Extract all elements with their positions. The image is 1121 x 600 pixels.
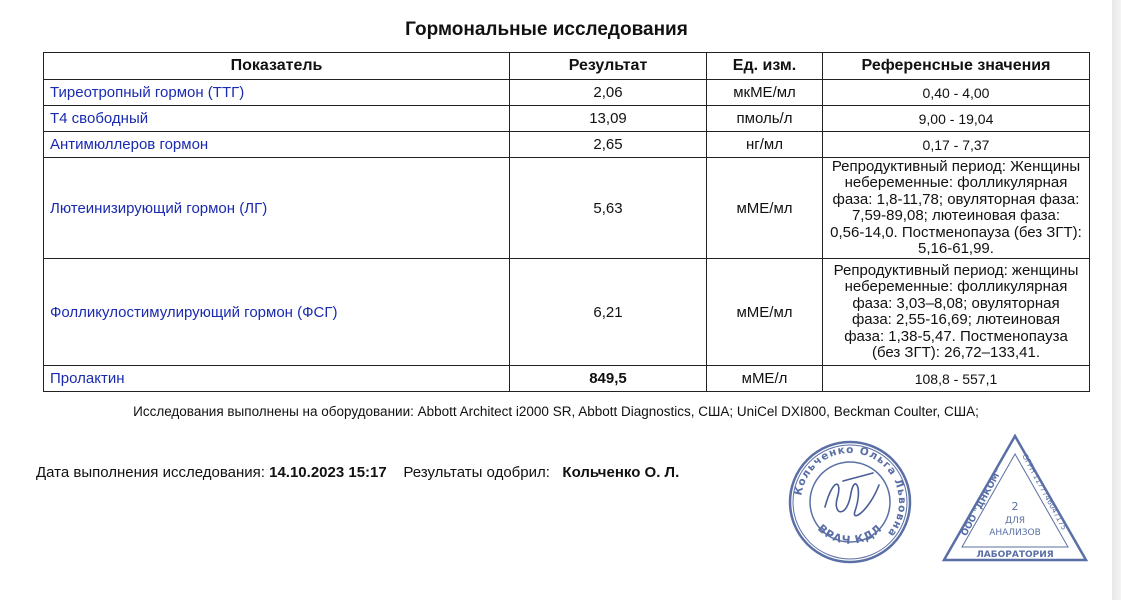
reference-value: 0,40 - 4,00 [823, 80, 1090, 106]
indicator-name: Тиреотропный гормон (ТТГ) [44, 80, 510, 106]
equipment-note: Исследования выполнены на оборудовании: Abbott Architect i2000 SR, Abbott Diagnostics, США; UniCel DXI800, Beckman Coulter, США; [133, 404, 979, 419]
unit-value: нг/мл [707, 132, 823, 158]
page-title: Гормональные исследования [405, 19, 688, 40]
result-value: 5,63 [510, 158, 707, 259]
stamp-bottom-text: ЛАБОРАТОРИЯ [976, 550, 1054, 560]
page-edge [1112, 0, 1121, 600]
reference-line: (без ЗГТ): 26,72–133,41. [871, 344, 1041, 361]
stamp-center-line-2: АНАЛИЗОВ [989, 528, 1041, 538]
reference-line: фаза: 2,55-16,69; лютеиновая [851, 311, 1061, 328]
unit-value: мкМЕ/мл [707, 80, 823, 106]
reference-value: 0,17 - 7,37 [823, 132, 1090, 158]
stamp-number: 2 [1011, 500, 1019, 513]
approved-value: Кольченко О. Л. [562, 464, 680, 481]
reference-line: небеременные: фолликулярная [844, 278, 1068, 295]
column-header-result: Результат [510, 53, 707, 80]
reference-value: 108,8 - 557,1 [823, 366, 1090, 392]
unit-value: мМЕ/мл [707, 259, 823, 366]
result-value: 2,06 [510, 80, 707, 106]
unit-value: пмоль/л [707, 106, 823, 132]
reference-line: 5,16-61,99. [918, 240, 994, 257]
results-table [43, 52, 1090, 392]
stamp-center-line-1: ДЛЯ [1004, 516, 1026, 526]
result-value: 6,21 [510, 259, 707, 366]
reference-value [823, 158, 1090, 259]
date-label: Дата выполнения исследования: [36, 464, 265, 481]
table-row [44, 259, 1090, 366]
indicator-name: Лютеинизирующий гормон (ЛГ) [44, 158, 510, 259]
result-value: 849,5 [510, 366, 707, 392]
stamp-left-text: ООО "ДНКОМ" [959, 467, 1005, 539]
signature-line [36, 464, 679, 481]
indicator-name: Фолликулостимулирующий гормон (ФСГ) [44, 259, 510, 366]
result-value: 2,65 [510, 132, 707, 158]
signature-scribble [825, 473, 879, 516]
result-value: 13,09 [510, 106, 707, 132]
stamp-ring-text: Кольченко Ольга Львовна [792, 443, 909, 540]
reference-line: Репродуктивный период: Женщины [831, 157, 1081, 175]
reference-value: 9,00 - 19,04 [823, 106, 1090, 132]
indicator-name: Антимюллеров гормон [44, 132, 510, 158]
approved-label: Результаты одобрил: [403, 464, 550, 481]
stamp-bottom-text: ВРАЧ КДЛ [815, 521, 885, 547]
indicator-name: Пролактин [44, 366, 510, 392]
table-row [44, 106, 1090, 132]
reference-line: фаза: 3,03–8,08; овуляторная [852, 294, 1060, 312]
date-value: 14.10.2023 15:17 [269, 464, 387, 481]
column-header-unit: Ед. изм. [707, 53, 823, 80]
indicator-name: Т4 свободный [44, 106, 510, 132]
svg-text:ОГРН 1177746047175 [1020, 452, 1069, 531]
reference-line: 7,59-89,08; лютеиновая фаза: [851, 207, 1061, 224]
table-row [44, 132, 1090, 158]
reference-line: 0,56-14,0. Постменопауза (без ЗГТ): [830, 223, 1082, 241]
reference-value [823, 259, 1090, 366]
reference-line: небеременные: фолликулярная [844, 174, 1068, 191]
reference-line: Репродуктивный период: женщины [833, 261, 1079, 279]
table-row [44, 366, 1090, 392]
unit-value: мМЕ/мл [707, 158, 823, 259]
svg-text:ВРАЧ КДЛ [815, 522, 885, 547]
column-header-indicator: Показатель [44, 53, 510, 80]
reference-line: фаза: 1,38-5,47. Постменопауза [844, 327, 1068, 345]
column-header-reference: Референсные значения [823, 53, 1090, 80]
table-row [44, 158, 1090, 259]
reference-line: фаза: 1,8-11,78; овуляторная фаза: [832, 190, 1080, 208]
unit-value: мМЕ/л [707, 366, 823, 392]
table-header-row [44, 53, 1090, 80]
laboratory-stamp [940, 432, 1090, 567]
table-row [44, 80, 1090, 106]
doctor-stamp [785, 437, 915, 567]
stamp-right-text: ОГРН 1177746047175 [1020, 452, 1069, 532]
